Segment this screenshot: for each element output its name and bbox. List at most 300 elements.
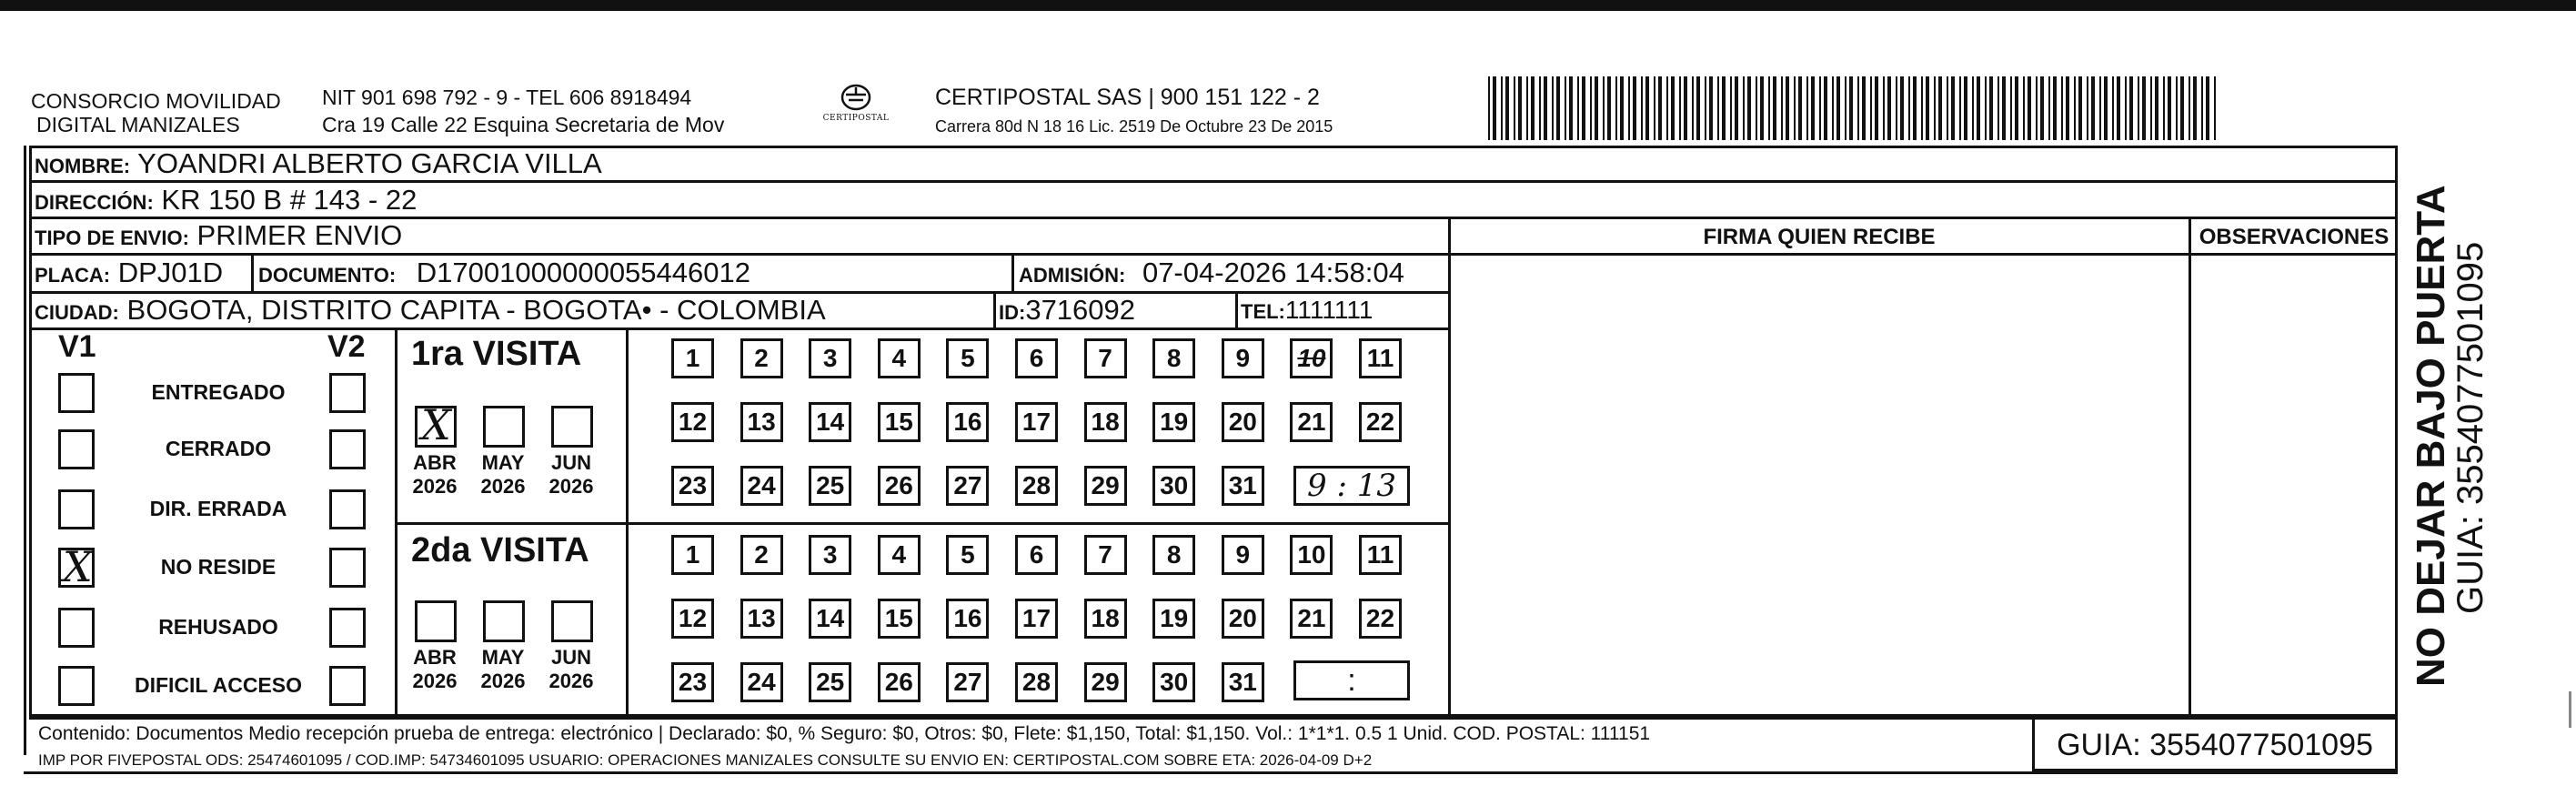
barcode-bar bbox=[1870, 76, 1872, 140]
barcode-bar bbox=[2180, 76, 2184, 140]
barcode-bar bbox=[1569, 76, 1573, 140]
month-name: MAY bbox=[481, 451, 525, 474]
v1-checkbox[interactable] bbox=[58, 489, 95, 529]
barcode-bar bbox=[1539, 76, 1541, 140]
first-visit-day[interactable] bbox=[740, 338, 783, 378]
v2-checkbox[interactable] bbox=[329, 666, 366, 706]
firma-left bbox=[1448, 217, 1451, 719]
barcode-bar bbox=[1985, 76, 1987, 140]
barcode-bar bbox=[1705, 76, 1706, 140]
barcode-bar bbox=[2138, 76, 2139, 140]
first-visit-day[interactable] bbox=[671, 338, 714, 378]
month-checkbox[interactable] bbox=[483, 406, 525, 448]
barcode-bar bbox=[1832, 76, 1834, 140]
barcode-bar bbox=[1565, 76, 1566, 140]
barcode-bar bbox=[1747, 76, 1751, 140]
barcode-bar bbox=[2010, 76, 2012, 140]
day-number: 26 bbox=[884, 668, 913, 696]
nombre-value: YOANDRI ALBERTO GARCIA VILLA bbox=[137, 147, 602, 179]
first-visit-day[interactable] bbox=[1222, 338, 1264, 378]
barcode-bar bbox=[1883, 76, 1885, 140]
tel-row bbox=[1241, 295, 1373, 327]
month-year: 2026 bbox=[412, 475, 458, 498]
second-visit-day[interactable] bbox=[671, 599, 714, 639]
admision-label: ADMISIÓN: bbox=[1019, 264, 1126, 287]
barcode-bar bbox=[1997, 76, 1999, 140]
barcode-bar bbox=[1862, 76, 1866, 140]
day-number: 31 bbox=[1228, 471, 1257, 499]
month-checkbox[interactable] bbox=[483, 600, 525, 642]
direccion-label: DIRECCIÓN: bbox=[35, 191, 154, 214]
barcode-bar bbox=[2112, 76, 2114, 140]
day-number: 9 bbox=[1235, 540, 1251, 569]
day-number: 12 bbox=[678, 408, 708, 436]
first-visit-day[interactable] bbox=[946, 338, 989, 378]
certipostal-line2: Carrera 80d N 18 16 Lic. 2519 De Octubre 23 De 2015 bbox=[935, 117, 1333, 136]
second-visit-day[interactable] bbox=[809, 599, 851, 639]
placa-label: PLACA: bbox=[35, 264, 111, 287]
first-visit-day[interactable] bbox=[1015, 338, 1058, 378]
placa-value: DPJ01D bbox=[117, 257, 224, 288]
first-visit-day[interactable] bbox=[1152, 402, 1195, 442]
footer-imp: IMP POR FIVEPOSTAL ODS: 25474601095 / COD.IMP: 54734601095 USUARIO: OPERACIONES MANIZALES CONSULTE SU ENVIO EN: CERTIPOSTAL.COM SOBRE ETA: 2026-04-09 D+2 bbox=[38, 751, 1373, 769]
barcode-bar bbox=[1692, 76, 1694, 140]
second-visit-day[interactable] bbox=[878, 599, 921, 639]
day-number: 30 bbox=[1160, 471, 1189, 499]
first-visit-day[interactable] bbox=[878, 466, 921, 506]
second-visit-day[interactable] bbox=[1290, 535, 1333, 575]
day-number: 9 bbox=[1235, 344, 1251, 372]
month-year: 2026 bbox=[480, 670, 526, 692]
day-number: 24 bbox=[747, 471, 776, 499]
month-year: 2026 bbox=[480, 475, 526, 498]
certipostal-logo-icon bbox=[837, 82, 875, 113]
ciudad-value: BOGOTA, DISTRITO CAPITA - BOGOTA• - COLOMBIA bbox=[126, 294, 826, 326]
first-visit-day[interactable] bbox=[809, 338, 851, 378]
barcode-bar bbox=[2150, 76, 2152, 140]
day-number: 21 bbox=[1297, 604, 1326, 632]
day-number: 19 bbox=[1160, 604, 1189, 632]
day-number: 25 bbox=[816, 471, 845, 499]
barcode-bar bbox=[2074, 76, 2076, 140]
month-name: JUN bbox=[550, 646, 591, 669]
barcode-bar bbox=[1590, 76, 1592, 140]
barcode-bar bbox=[1717, 76, 1719, 140]
v2-checkbox[interactable] bbox=[329, 489, 366, 529]
second-visit-time[interactable]: : bbox=[1293, 660, 1410, 700]
first-visit-day[interactable] bbox=[740, 402, 783, 442]
tipo-value: PRIMER ENVIO bbox=[196, 219, 403, 251]
company-name bbox=[31, 89, 281, 136]
barcode-bar bbox=[1921, 76, 1923, 140]
day-number: 12 bbox=[678, 604, 708, 632]
day-number: 5 bbox=[961, 344, 975, 372]
day-number: 22 bbox=[1365, 408, 1395, 436]
first-visit-day[interactable] bbox=[946, 466, 989, 506]
month-name: ABR bbox=[413, 646, 457, 669]
first-visit-day[interactable] bbox=[671, 402, 714, 442]
barcode-bar bbox=[1544, 76, 1547, 140]
barcode-bar bbox=[2048, 76, 2050, 140]
barcode-bar bbox=[2168, 76, 2171, 140]
month-year: 2026 bbox=[548, 670, 594, 692]
barcode-bar bbox=[1811, 76, 1815, 140]
barcode-bar bbox=[1514, 76, 1515, 140]
second-visit-day[interactable] bbox=[671, 662, 714, 702]
day-number: 19 bbox=[1160, 408, 1189, 436]
barcode-bar bbox=[2099, 76, 2101, 140]
barcode-bar bbox=[1756, 76, 1757, 140]
barcode-bar bbox=[2087, 76, 2088, 140]
day-number: 25 bbox=[816, 668, 845, 696]
barcode-bar bbox=[1819, 76, 1821, 140]
barcode-bar bbox=[1786, 76, 1789, 140]
day-number: 28 bbox=[1021, 668, 1052, 696]
firma-area[interactable] bbox=[1452, 257, 2187, 715]
id-value: 3716092 bbox=[1025, 294, 1136, 326]
barcode-bar bbox=[2125, 76, 2127, 140]
tel-label: TEL: bbox=[1241, 300, 1285, 323]
day-number: 8 bbox=[1166, 344, 1182, 372]
month-label bbox=[406, 451, 464, 499]
first-visit-day[interactable] bbox=[1359, 338, 1402, 378]
day-number: 27 bbox=[953, 668, 982, 696]
barcode-bar bbox=[1849, 76, 1853, 140]
first-visit-day[interactable] bbox=[671, 466, 714, 506]
day-number: 16 bbox=[953, 604, 982, 632]
company-contact bbox=[322, 86, 724, 136]
barcode-bar bbox=[1824, 76, 1827, 140]
first-visit-day[interactable] bbox=[1152, 338, 1195, 378]
day-number: 15 bbox=[884, 408, 913, 436]
status-option-label: CERRADO bbox=[165, 437, 272, 460]
barcode-bar bbox=[1722, 76, 1726, 140]
first-visit-day[interactable] bbox=[1290, 402, 1333, 442]
scan-top-border bbox=[0, 0, 2576, 11]
barcode-bar bbox=[2002, 76, 2006, 140]
logo-text: CERTIPOSTAL bbox=[822, 114, 890, 123]
v2-checkbox[interactable] bbox=[329, 608, 366, 648]
barcode-bar bbox=[1730, 76, 1732, 140]
barcode-bar bbox=[1977, 76, 1980, 140]
barcode bbox=[1488, 76, 2219, 140]
day-number: 29 bbox=[1091, 471, 1120, 499]
barcode-bar bbox=[1709, 76, 1713, 140]
v2-checkbox[interactable] bbox=[329, 548, 366, 588]
month-label bbox=[542, 451, 600, 499]
second-visit-title: 2da VISITA bbox=[411, 531, 589, 569]
barcode-bar bbox=[1633, 76, 1636, 140]
first-visit-day[interactable] bbox=[1084, 402, 1127, 442]
barcode-bar bbox=[1556, 76, 1560, 140]
first-visit-day[interactable] bbox=[1359, 402, 1402, 442]
form-left-double bbox=[24, 146, 26, 755]
day-number: 26 bbox=[884, 471, 913, 499]
documento-row bbox=[258, 257, 750, 291]
day-number: 4 bbox=[891, 540, 907, 569]
barcode-bar bbox=[2129, 76, 2133, 140]
day-number: 17 bbox=[1021, 408, 1052, 436]
first-visit-time[interactable]: 9 : 13 bbox=[1293, 466, 1410, 506]
barcode-bar bbox=[1900, 76, 1904, 140]
second-visit-day[interactable] bbox=[1152, 535, 1195, 575]
v1-checkbox[interactable] bbox=[58, 373, 95, 413]
month-checkbox[interactable] bbox=[551, 406, 593, 448]
barcode-bar bbox=[2189, 76, 2190, 140]
second-visit-day[interactable] bbox=[1152, 662, 1195, 702]
barcode-bar bbox=[1620, 76, 1624, 140]
second-visit-day[interactable] bbox=[1015, 535, 1058, 575]
barcode-bar bbox=[1679, 76, 1681, 140]
day-number: 31 bbox=[1228, 668, 1257, 696]
barcode-bar bbox=[2201, 76, 2203, 140]
second-visit-day[interactable] bbox=[1290, 599, 1333, 639]
second-visit-day[interactable] bbox=[1015, 662, 1058, 702]
second-visit-day[interactable] bbox=[740, 535, 783, 575]
day-number: 18 bbox=[1091, 604, 1120, 632]
barcode-bar bbox=[1628, 76, 1630, 140]
first-visit-day[interactable] bbox=[1015, 402, 1058, 442]
day-number: 21 bbox=[1297, 408, 1326, 436]
day-number: 5 bbox=[961, 540, 975, 569]
second-visit-day[interactable] bbox=[809, 535, 851, 575]
day-number: 28 bbox=[1021, 471, 1052, 499]
month-label bbox=[542, 646, 600, 693]
day-number: 16 bbox=[953, 408, 982, 436]
footer-contenido: Contenido: Documentos Medio recepción prueba de entrega: electrónico | Declarado: $0, % Seguro: $0, Otros: $0, Flete: $1,150, Total: $1,150. Vol.: 1*1*1. 0.5 1 Unid. COD. POSTAL: 111151 bbox=[38, 723, 1651, 744]
side-guia: GUIA: 3554077501095 bbox=[2450, 241, 2490, 614]
day-number: 11 bbox=[1366, 540, 1394, 569]
barcode-bar bbox=[2176, 76, 2178, 140]
second-visit-day[interactable] bbox=[809, 662, 851, 702]
barcode-bar bbox=[2040, 76, 2044, 140]
second-visit-day[interactable] bbox=[946, 535, 989, 575]
day-number: 6 bbox=[1029, 540, 1044, 569]
firma-header-rule bbox=[1450, 253, 2398, 256]
barcode-bar bbox=[2061, 76, 2063, 140]
first-visit-day[interactable] bbox=[878, 338, 921, 378]
second-visit-day[interactable] bbox=[1222, 535, 1264, 575]
second-visit-day[interactable] bbox=[671, 535, 714, 575]
barcode-bar bbox=[1607, 76, 1611, 140]
barcode-bar bbox=[1654, 76, 1655, 140]
v2-checkbox[interactable] bbox=[329, 429, 366, 469]
company-line1: CONSORCIO MOVILIDAD bbox=[31, 89, 281, 113]
barcode-bar bbox=[1531, 76, 1535, 140]
check-mark-icon: X bbox=[421, 400, 451, 449]
second-visit-day[interactable] bbox=[878, 535, 921, 575]
barcode-bar bbox=[2193, 76, 2197, 140]
day-number: 15 bbox=[884, 604, 913, 632]
barcode-bar bbox=[1972, 76, 1974, 140]
day-number: 2 bbox=[754, 540, 769, 569]
barcode-bar bbox=[1671, 76, 1675, 140]
day-number: 10 bbox=[1297, 344, 1326, 372]
documento-left bbox=[251, 253, 254, 291]
footer-guia: GUIA: 3554077501095 bbox=[2057, 728, 2373, 762]
status-option-label: DIR. ERRADA bbox=[149, 497, 287, 520]
tel-value: 1111111 bbox=[1284, 296, 1374, 324]
day-number: 13 bbox=[747, 408, 776, 436]
v1-checkbox[interactable] bbox=[58, 608, 95, 648]
v1-checkbox[interactable] bbox=[58, 429, 95, 469]
barcode-bar bbox=[1934, 76, 1936, 140]
first-visit-day[interactable] bbox=[809, 402, 851, 442]
day-number: 17 bbox=[1021, 604, 1052, 632]
second-visit-day[interactable] bbox=[1359, 535, 1402, 575]
barcode-bar bbox=[2066, 76, 2069, 140]
nombre-label: NOMBRE: bbox=[35, 155, 131, 177]
second-visit-day[interactable] bbox=[878, 662, 921, 702]
status-option-label: DIFICIL ACCESO bbox=[134, 673, 302, 697]
first-visit-day[interactable] bbox=[1222, 466, 1264, 506]
barcode-bar bbox=[1760, 76, 1764, 140]
first-visit-day[interactable] bbox=[946, 402, 989, 442]
first-visit-day[interactable] bbox=[878, 402, 921, 442]
barcode-bar bbox=[1684, 76, 1687, 140]
second-visit-day[interactable] bbox=[946, 599, 989, 639]
barcode-bar bbox=[2091, 76, 2095, 140]
day-number: 22 bbox=[1365, 604, 1395, 632]
barcode-bar bbox=[1488, 76, 1490, 140]
second-visit-day[interactable] bbox=[1222, 599, 1264, 639]
first-visit-title: 1ra VISITA bbox=[411, 335, 582, 373]
barcode-bar bbox=[1926, 76, 1929, 140]
barcode-bar bbox=[2206, 76, 2209, 140]
barcode-bar bbox=[1964, 76, 1967, 140]
month-name: JUN bbox=[550, 451, 591, 474]
admision-row bbox=[1019, 257, 1404, 291]
barcode-bar bbox=[2117, 76, 2120, 140]
second-visit-day[interactable] bbox=[1084, 662, 1127, 702]
barcode-bar bbox=[1615, 76, 1617, 140]
address-line: Cra 19 Calle 22 Esquina Secretaria de Mov bbox=[322, 113, 725, 136]
check-mark-icon: X bbox=[63, 542, 93, 591]
second-visit-day[interactable] bbox=[740, 599, 783, 639]
documento-value: D17001000000055446012 bbox=[416, 257, 750, 288]
v2-checkbox[interactable] bbox=[329, 373, 366, 413]
side-warning: NO DEJAR BAJO PUERTA bbox=[2409, 185, 2453, 687]
barcode-bar bbox=[2023, 76, 2025, 140]
certipostal-line1: CERTIPOSTAL SAS | 900 151 122 - 2 bbox=[935, 85, 1320, 110]
barcode-bar bbox=[1501, 76, 1503, 140]
barcode-bar bbox=[1989, 76, 1993, 140]
barcode-bar bbox=[1595, 76, 1598, 140]
barcode-bar bbox=[1806, 76, 1808, 140]
first-visit-day[interactable] bbox=[1015, 466, 1058, 506]
barcode-bar bbox=[1735, 76, 1738, 140]
second-visit-day[interactable] bbox=[1359, 599, 1402, 639]
barcode-bar bbox=[1781, 76, 1783, 140]
first-visit-day[interactable] bbox=[1222, 402, 1264, 442]
observaciones-area[interactable] bbox=[2192, 257, 2396, 715]
day-number: 24 bbox=[747, 668, 776, 696]
barcode-bar bbox=[2015, 76, 2018, 140]
first-visit-day[interactable] bbox=[1084, 466, 1127, 506]
day-number: 18 bbox=[1091, 408, 1120, 436]
first-visit-day[interactable] bbox=[740, 466, 783, 506]
second-visit-day[interactable] bbox=[1084, 599, 1127, 639]
barcode-bar bbox=[1666, 76, 1668, 140]
barcode-bar bbox=[1947, 76, 1948, 140]
direccion-value: KR 150 B # 143 - 22 bbox=[161, 184, 418, 216]
barcode-bar bbox=[1887, 76, 1891, 140]
status-option-label: REHUSADO bbox=[158, 615, 278, 639]
ciudad-label: CIUDAD: bbox=[35, 301, 119, 324]
id-left bbox=[993, 291, 996, 327]
barcode-bar bbox=[1768, 76, 1770, 140]
day-number: 14 bbox=[816, 408, 845, 436]
day-number: 10 bbox=[1297, 540, 1326, 569]
firma-header: FIRMA QUIEN RECIBE bbox=[1703, 225, 1936, 249]
second-visit-day[interactable] bbox=[946, 662, 989, 702]
observaciones-header: OBSERVACIONES bbox=[2199, 225, 2390, 249]
day-number: 3 bbox=[822, 344, 838, 372]
second-visit-day[interactable] bbox=[1222, 662, 1264, 702]
barcode-bar bbox=[1794, 76, 1796, 140]
barcode-bar bbox=[1908, 76, 1910, 140]
barcode-bar bbox=[1857, 76, 1859, 140]
barcode-bar bbox=[2053, 76, 2057, 140]
month-name: MAY bbox=[481, 646, 525, 669]
barcode-bar bbox=[2104, 76, 2108, 140]
v1-checkbox[interactable] bbox=[58, 666, 95, 706]
company-line2: DIGITAL MANIZALES bbox=[36, 113, 240, 136]
barcode-bar bbox=[1526, 76, 1528, 140]
barcode-bar bbox=[1845, 76, 1846, 140]
barcode-bar bbox=[2163, 76, 2165, 140]
barcode-bar bbox=[2214, 76, 2216, 140]
day-number: 29 bbox=[1091, 668, 1120, 696]
month-year: 2026 bbox=[548, 475, 594, 498]
nit-line: NIT 901 698 792 - 9 - TEL 606 8918494 bbox=[322, 86, 692, 109]
admision-value: 07-04-2026 14:58:04 bbox=[1142, 257, 1404, 288]
first-visit-day[interactable] bbox=[1290, 338, 1333, 378]
month-checkbox[interactable] bbox=[415, 400, 457, 449]
first-visit-day[interactable] bbox=[809, 466, 851, 506]
direccion-row bbox=[35, 185, 417, 218]
second-visit-day[interactable] bbox=[1015, 599, 1058, 639]
barcode-bar bbox=[1798, 76, 1802, 140]
month-checkbox[interactable] bbox=[415, 600, 457, 642]
first-visit-day[interactable] bbox=[1084, 338, 1127, 378]
certipostal-info bbox=[935, 86, 1333, 138]
barcode-bar bbox=[1577, 76, 1579, 140]
month-checkbox[interactable] bbox=[551, 600, 593, 642]
second-visit-day[interactable] bbox=[1084, 535, 1127, 575]
day-number: 6 bbox=[1029, 344, 1044, 372]
first-visit-day[interactable] bbox=[1152, 466, 1195, 506]
day-number: 8 bbox=[1166, 540, 1182, 569]
nombre-row bbox=[35, 148, 602, 182]
barcode-bar bbox=[2078, 76, 2082, 140]
barcode-bar bbox=[1938, 76, 1942, 140]
day-number: 2 bbox=[754, 344, 769, 372]
second-visit-day[interactable] bbox=[740, 662, 783, 702]
tipo-label: TIPO DE ENVIO: bbox=[35, 227, 189, 249]
barcode-bar bbox=[1959, 76, 1961, 140]
day-number: 11 bbox=[1366, 344, 1394, 372]
day-number: 20 bbox=[1228, 408, 1257, 436]
barcode-bar bbox=[1696, 76, 1700, 140]
certipostal-logo bbox=[815, 82, 897, 136]
footer-bottom-rule bbox=[24, 771, 2398, 774]
month-label bbox=[406, 646, 464, 693]
id-row bbox=[999, 295, 1135, 328]
barcode-bar bbox=[1743, 76, 1745, 140]
v1-checkbox[interactable] bbox=[58, 542, 95, 591]
second-visit-day[interactable] bbox=[1152, 599, 1195, 639]
